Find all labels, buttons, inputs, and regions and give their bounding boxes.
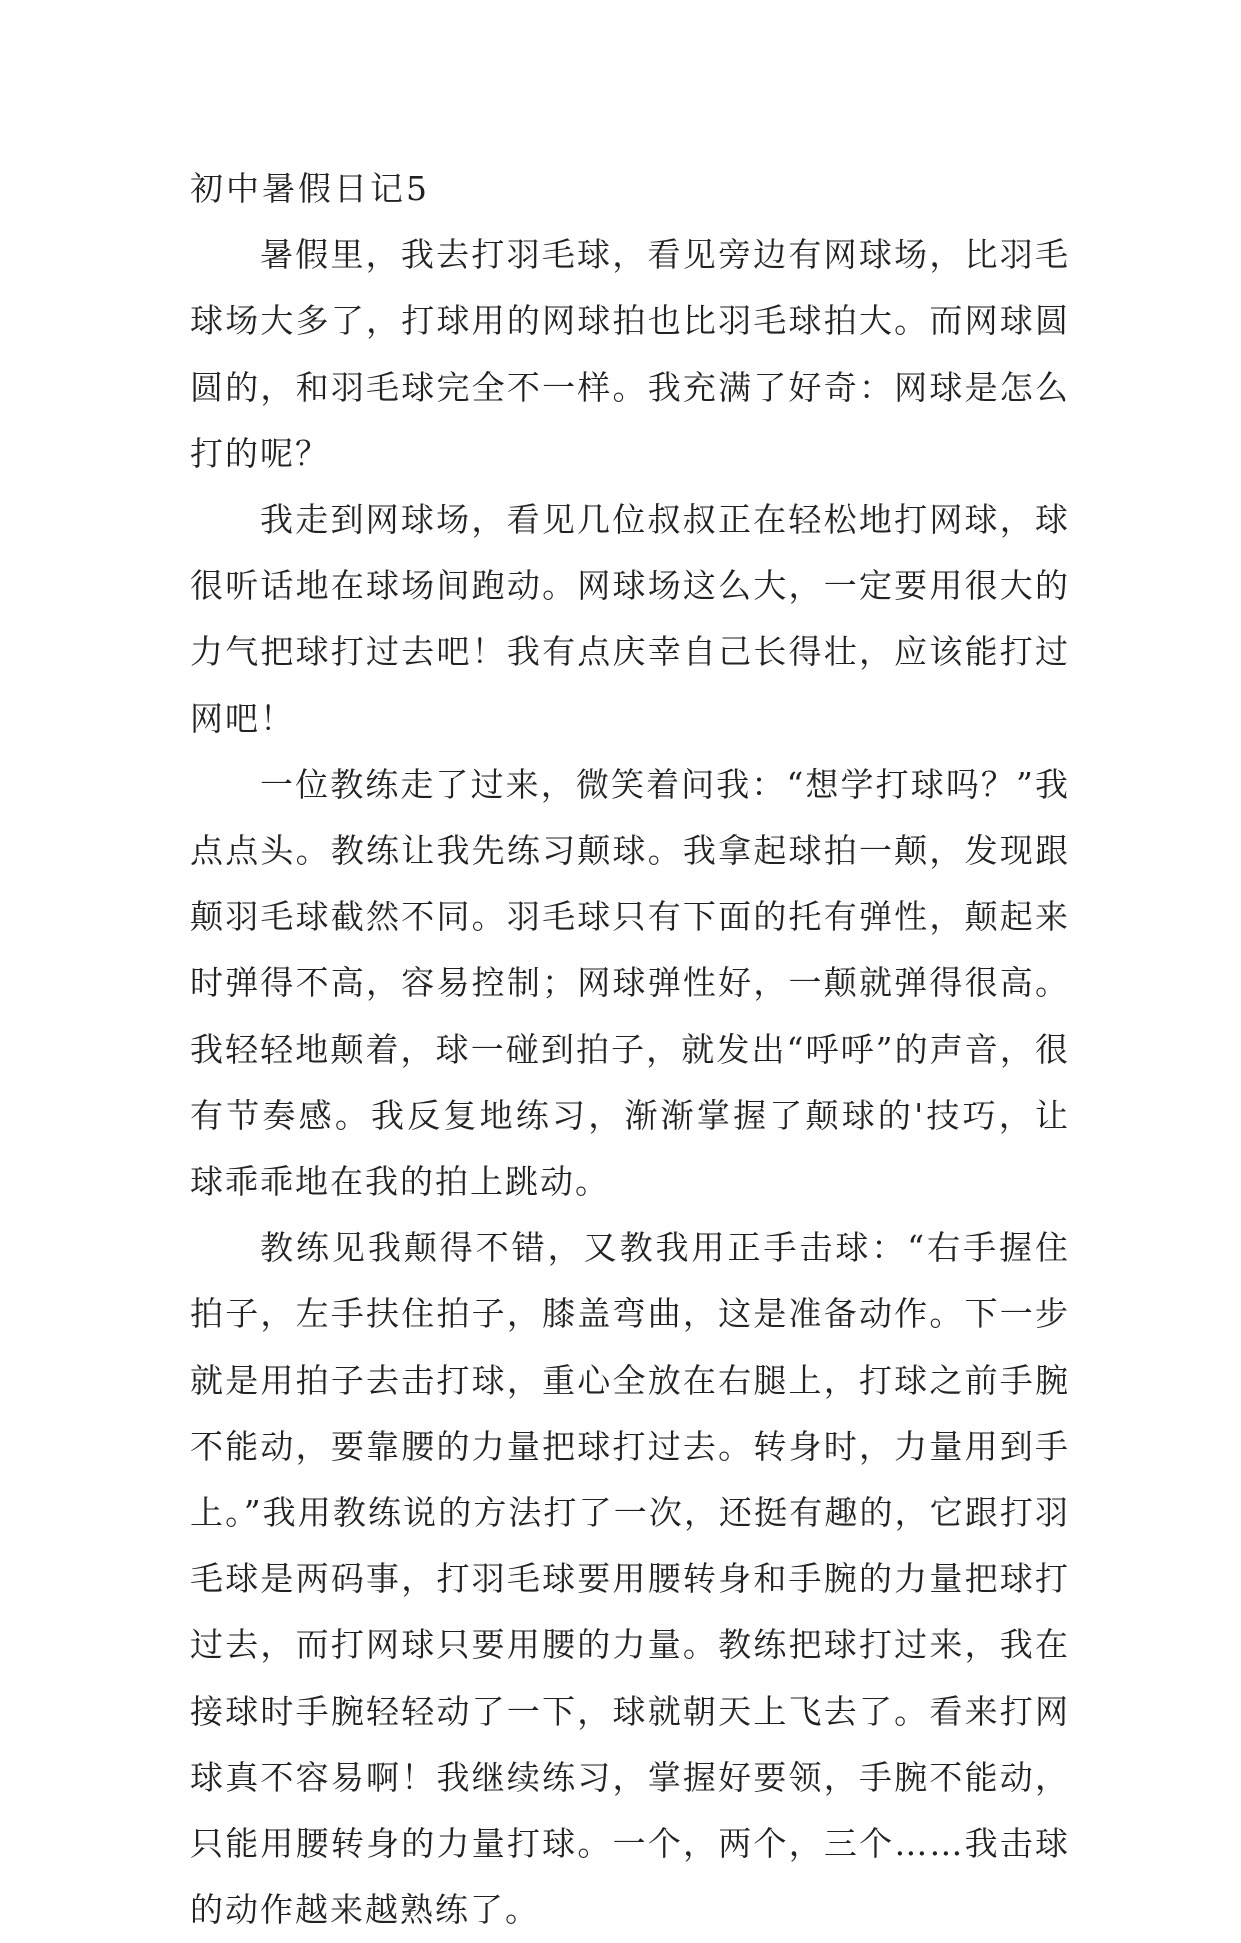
paragraph-1: 暑假里，我去打羽毛球，看见旁边有网球场，比羽毛球场大多了，打球用的网球拍也比羽毛球拍大。而网球圆圆的，和羽毛球完全不一样。我充满了好奇：网球是怎么打的呢？ bbox=[190, 235, 1070, 473]
document-title: 初中暑假日记5 bbox=[190, 169, 430, 208]
paragraph-3: 一位教练走了过来，微笑着问我：“想学打球吗？”我点点头。教练让我先练习颠球。我拿起球拍一颠，发现跟颠羽毛球截然不同。羽毛球只有下面的托有弹性，颠起来时弹得不高，容易控制；网球弹性好，一颠就弹得很高。我轻轻地颠着，球一碰到拍子，就发出“呼呼”的声音，很有节奏感。我反复地练习，渐渐掌握了颠球的'技巧，让球乖乖地在我的拍上跳动。 bbox=[190, 764, 1070, 1202]
paragraph-2: 我走到网球场，看见几位叔叔正在轻松地打网球，球很听话地在球场间跑动。网球场这么大，一定要用很大的力气把球打过去吧！我有点庆幸自己长得壮，应该能打过网吧！ bbox=[190, 500, 1070, 738]
paragraph-4: 教练见我颠得不错，又教我用正手击球：“右手握住拍子，左手扶住拍子，膝盖弯曲，这是准备动作。下一步就是用拍子去击打球，重心全放在右腿上，打球之前手腕不能动，要靠腰的力量把球打过去。转身时，力量用到手上。”我用教练说的方法打了一次，还挺有趣的，它跟打羽毛球是两码事，打羽毛球要用腰转身和手腕的力量把球打过去，而打网球只要用腰的力量。教练把球打过来，我在接球时手腕轻轻动了一下，球就朝天上飞去了。看来打网球真不容易啊！我继续练习，掌握好要领，手腕不能动，只能用腰转身的力量打球。一个，两个，三个……我击球的动作越来越熟练了。 bbox=[190, 1228, 1070, 1930]
document-body bbox=[190, 156, 1070, 1943]
